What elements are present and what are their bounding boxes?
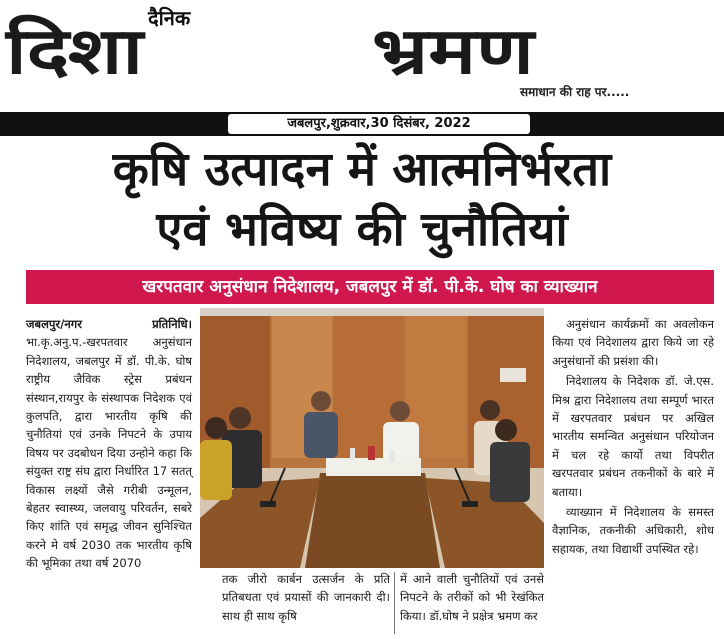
- dateline: जबलपुर,शुक्रवार,30 दिसंबर, 2022: [287, 116, 471, 131]
- column-3-paragraph: निदेशालय के निदेशक डॉ. जे.एस. मिश्र द्वारा निदेशालय तथा सम्पूर्ण भारत में खरपतवार प्रबंधन पर अखिल भारतीय समन्वित अनुसंधान परियोजन में चल रहे कार्यो तथा विपरीत खरपतवार प्रबंधन तकनीकों के बारे में बताया।: [552, 374, 714, 499]
- byline-reporter: प्रतिनिधि।: [152, 317, 192, 331]
- column-1-text: भा.कृ.अनु.प.-खरपतवार अनुसंधान निदेशालय, जबलपुर में डॉ. पी.के. घोष राष्ट्रीय जैविक स्ट्रेस प्रबंधन संस्थान,रायपुर के संस्थापक निदेशक एवं कुलपति, द्वारा भारतीय कृषि की चुनौतियां एवं उनके निपटने के उपाय विषय पर उदबोधन दिया उन्होने कहा कि संयुक्त राष्ट्र संघ द्वारा निर्धारित 17 सतत् विकास लक्ष्यों जैसे गरीबी उन्मूलन, बेहतर स्वास्थ्य, जलवायु परिवर्तन, सबरे किए शांति एवं समृद्ध जीवन सुनिश्चित करने मे वर्ष 2030 तक भारतीय कृषि की भूमिका तथा वर्ष 2070: [26, 335, 192, 571]
- masthead-tagline: समाधान की राह पर.....: [520, 85, 630, 99]
- newspaper-name-part1: दिशा: [6, 15, 142, 89]
- masthead-dainik: दैनिक: [148, 6, 191, 30]
- column-3-paragraph: अनुसंधान कार्यक्रमों का अवलोकन किया एवं निदेशालय द्वारा किये जा रहे अनुसंधानों की प्रसंशा की।: [552, 317, 714, 368]
- article-column-3: [552, 315, 714, 558]
- caption-column-1: तक जीरो कार्बन उत्सर्जन के प्रति प्रतिबधता एवं प्रयासों की जानकारी दी। साथ ही साथ कृषि: [222, 572, 390, 623]
- headline-line2: एवं भविष्य की चुनौतियां: [156, 202, 568, 257]
- article-subheading: खरपतवार अनुसंधान निदेशालय, जबलपुर में डॉ. पी.के. घोष का व्याख्यान: [26, 270, 714, 304]
- article-headline: [0, 140, 724, 260]
- headline-line1: कृषि उत्पादन में आत्मनिर्भरता: [112, 142, 612, 197]
- column-3-paragraph: व्याख्यान में निदेशालय के समस्त वैज्ञानिक, तकनीकी अधिकारी, शोध सहायक, तथा विद्यार्थी उपस्थित रहे।: [552, 505, 714, 556]
- caption-column-2: में आने वाली चुनौतियों एवं उनसे निपटने के तरीकों को भी रेखंकित किया। डॉ.घोष ने प्रक्षेत्र भ्रमण कर: [400, 572, 544, 623]
- newspaper-name-part2: भ्रमण: [372, 15, 534, 89]
- byline-place: जबलपुर/नगर: [26, 317, 82, 331]
- meeting-photo: [200, 308, 544, 568]
- masthead: [0, 0, 724, 112]
- column-divider: [394, 572, 395, 634]
- article-column-1: [26, 315, 192, 573]
- byline: [26, 315, 192, 333]
